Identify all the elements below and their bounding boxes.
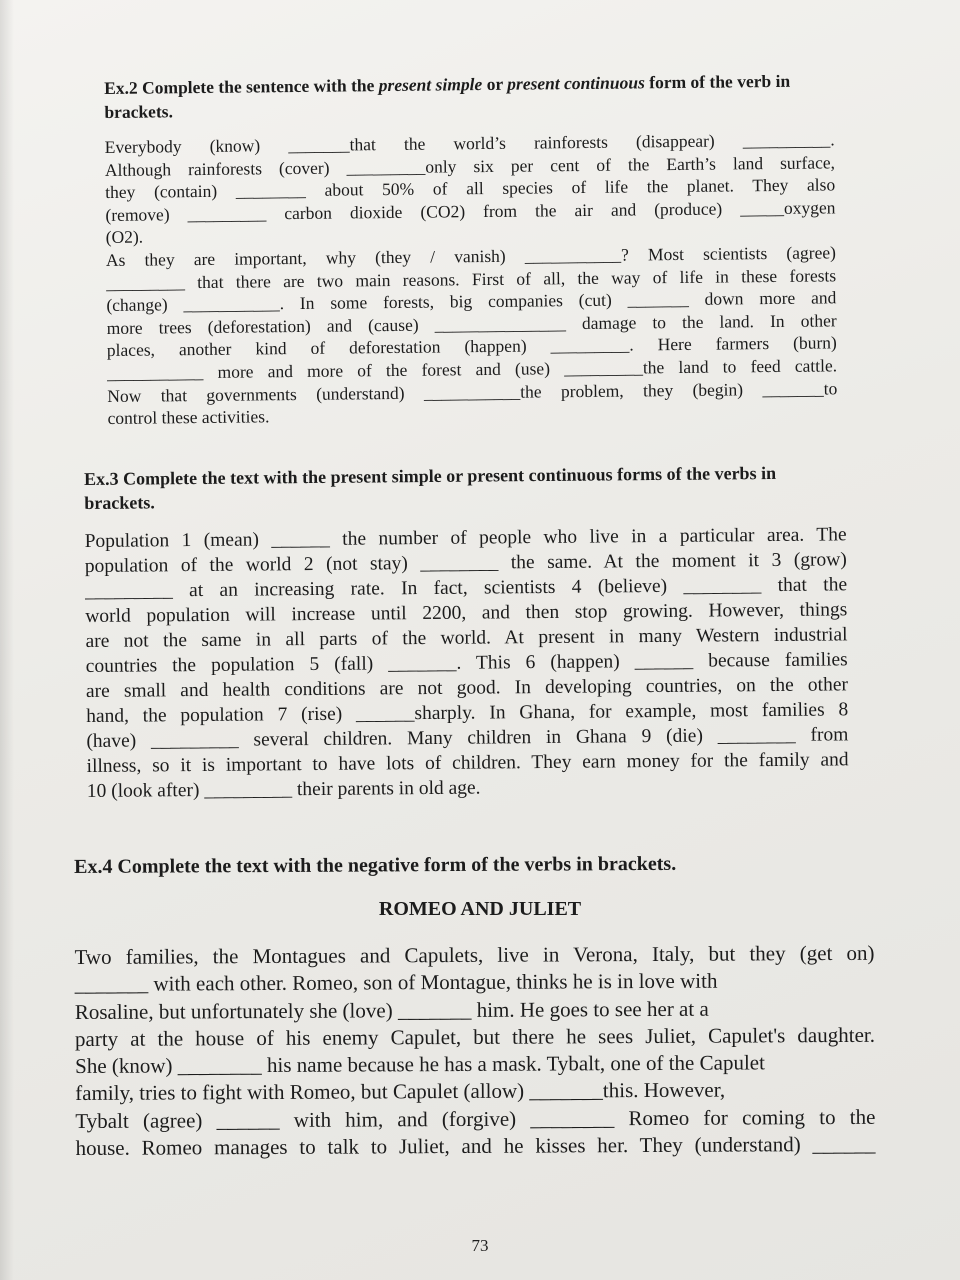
text-line: ___________ more and more of the forest and (use) _________the land to feed cattle. xyxy=(107,355,838,383)
exercise-2 xyxy=(104,68,838,429)
text-line: Rosaline, but unfortunately she (love) _______ him. He goes to see her at a xyxy=(74,996,709,1024)
text-line: _______ with each other. Romeo, son of Montague, thinks he is in love with xyxy=(74,968,718,997)
text-line: Now that governments (understand) ___________the problem, they (begin) _______to xyxy=(107,377,838,406)
text-line: (change) ___________. In some forests, big companies (cut) _______ down more and xyxy=(106,287,837,316)
exercise-3 xyxy=(84,460,849,804)
text-line: (have) _________ several children. Many children in Ghana 9 (die) ________ from xyxy=(86,724,849,752)
text-line: Everybody (know) _______that the world’s rainforests (disappear) __________. xyxy=(104,129,835,157)
text-line: places, another kind of deforestation (happen) _________. Here farmers (burn) xyxy=(106,332,837,361)
exercise-2-heading xyxy=(104,68,834,124)
text-line: Although rainforests (cover) _________only six per cent of the Earth’s land surface, xyxy=(104,151,836,180)
heading-emphasis: present continuous xyxy=(507,72,645,94)
text-line: Population 1 (mean) ______ the number of people who live in a particular area. The xyxy=(84,524,847,552)
text-line: house. Romeo manages to talk to Juliet, and he kisses her. They (understand) ______ xyxy=(75,1131,876,1161)
exercise-2-text xyxy=(105,128,838,429)
exercise-4-text xyxy=(74,940,875,1163)
text-line: they (contain) ________ about 50% of all species of life the planet. They also xyxy=(105,174,836,203)
heading-text: or xyxy=(482,73,508,95)
text-line: 10 (look after) _________ their parents in old age. xyxy=(86,777,481,802)
heading-text: Ex.2 Complete the sentence with the xyxy=(104,75,379,98)
text-line: _________ at an increasing rate. In fact, scientists 4 (believe) ________ that the xyxy=(84,574,848,602)
text-line: She (know) ________ his name because he has a mask. Tybalt, one of the Capulet xyxy=(75,1050,765,1079)
exercise-4-heading: Ex.4 Complete the text with the negative form of the verbs in brackets. xyxy=(74,852,677,878)
heading-text: form of the verb in brackets. xyxy=(104,70,791,122)
text-line: (O2). xyxy=(105,226,144,248)
text-line: population of the world 2 (not stay) ________ the same. At the moment it 3 (grow) xyxy=(84,549,847,577)
text-line: Two families, the Montagues and Capulets, live in Verona, Italy, but they (get on) xyxy=(74,940,875,969)
exercise-4 xyxy=(74,850,876,1163)
text-line: are not the same in all parts of the world. At present in many Western industrial xyxy=(85,624,848,652)
heading-emphasis: present simple xyxy=(378,74,483,96)
text-line: family, tries to fight with Romeo, but Capulet (allow) _______this. However, xyxy=(75,1078,726,1106)
text-line: control these activities. xyxy=(107,406,270,429)
text-line: are small and health conditions are not good. In developing countries, on the other xyxy=(85,674,849,702)
text-line: Tybalt (agree) ______ with him, and (forgive) ________ Romeo for coming to the xyxy=(75,1104,876,1133)
text-line: hand, the population 7 (rise) ______sharply. In Ghana, for example, most families 8 xyxy=(86,699,849,727)
text-line: more trees (deforestation) and (cause) _______________ damage to the land. In other xyxy=(106,310,837,338)
text-line: (remove) _________ carbon dioxide (CO2) from the air and (produce) _____oxygen xyxy=(105,197,836,225)
exercise-3-heading: Ex.3 Complete the text with the present simple or present continuous forms of the verbs in brackets. xyxy=(84,462,777,513)
story-title: ROMEO AND JULIET xyxy=(378,898,582,920)
text-line: countries the population 5 (fall) _______. This 6 (happen) ______ because families xyxy=(85,649,848,677)
page-shadow xyxy=(0,0,14,1280)
page-number: 73 xyxy=(471,1236,489,1255)
exercise-3-text xyxy=(85,522,849,804)
text-line: illness, so it is important to have lots of children. They earn money for the family and xyxy=(86,749,849,777)
text-line: _________ that there are two main reasons. First of all, the way of life in these forests xyxy=(106,264,837,293)
text-line: party at the house of his enemy Capulet, but there he sees Juliet, Capulet's daughter. xyxy=(74,1022,876,1051)
text-line: As they are important, why (they / vanish) ___________? Most scientists (agree) xyxy=(105,242,836,270)
text-line: world population will increase until 2200, and then stop growing. However, things xyxy=(85,599,848,627)
